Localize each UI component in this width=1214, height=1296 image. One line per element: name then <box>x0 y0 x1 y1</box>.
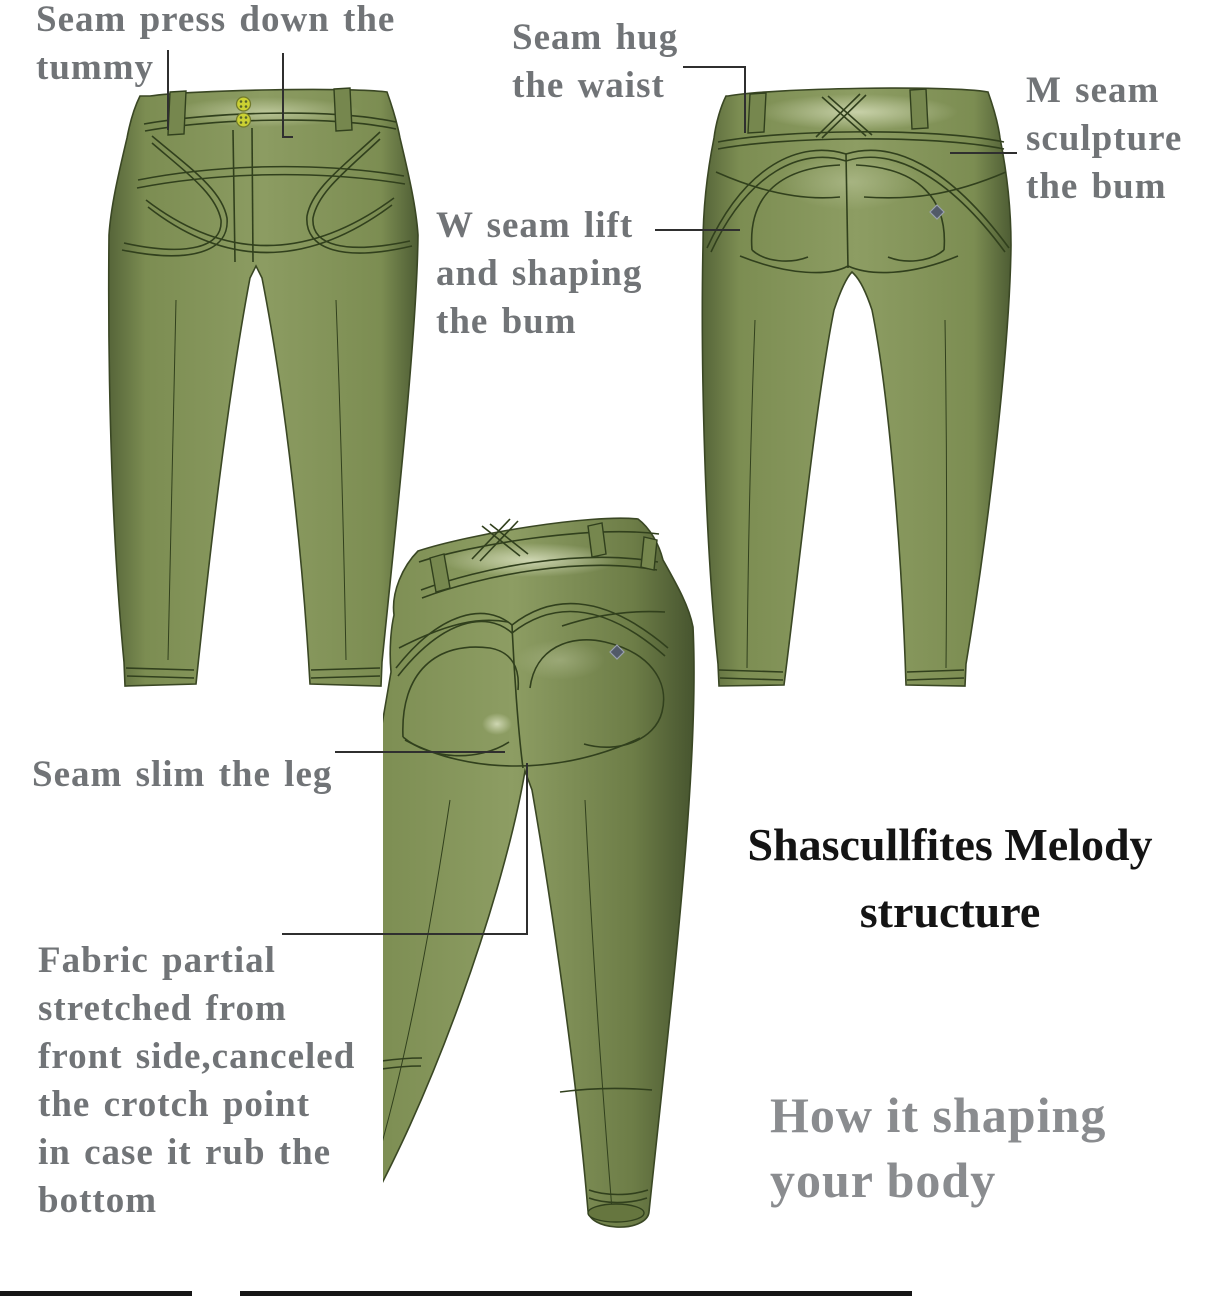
front-waistband-sheen <box>171 97 361 127</box>
annotation-line: M seam <box>1026 70 1160 111</box>
annotation-w-seam <box>436 202 642 346</box>
annotation-line: the bum <box>1026 166 1167 207</box>
annotation-fabric-stretch <box>38 937 355 1225</box>
annotation-line: and shaping <box>436 253 643 294</box>
annotation-line: the crotch point <box>38 1084 311 1125</box>
pants-back-angled-view-illustration <box>383 508 703 1253</box>
annotation-line: Seam hug <box>512 17 679 58</box>
annotation-line: the bum <box>436 301 577 342</box>
annotation-line: Fabric partial <box>38 940 276 981</box>
annotation-line: Seam press down the <box>36 0 396 40</box>
annotation-line: stretched from <box>38 988 287 1029</box>
annotation-press-tummy <box>36 0 395 92</box>
pants-back-view-illustration <box>700 82 1020 692</box>
shaping-subtitle-line: your body <box>770 1152 997 1208</box>
annotation-m-seam <box>1026 67 1182 211</box>
shaping-subtitle <box>770 1083 1106 1213</box>
product-title-line: Shascullfites Melody <box>747 819 1153 870</box>
back-angled-right-cuff-opening <box>588 1204 644 1222</box>
annotation-line: the waist <box>512 65 665 106</box>
product-title <box>690 811 1210 945</box>
annotation-line: bottom <box>38 1180 158 1221</box>
shaping-subtitle-line: How it shaping <box>770 1087 1107 1143</box>
annotation-slim-leg <box>32 751 332 799</box>
annotation-hug-waist <box>512 14 678 110</box>
pants-front-view-illustration <box>100 82 425 692</box>
annotation-line: tummy <box>36 47 155 88</box>
back-angled-pants-body <box>383 518 694 1249</box>
annotation-line: in case it rub the <box>38 1132 332 1173</box>
bottom-rule-right <box>240 1291 912 1296</box>
annotation-line: front side,canceled <box>38 1036 356 1077</box>
bottom-rule-left <box>0 1291 192 1296</box>
annotation-line: W seam lift <box>436 205 634 246</box>
annotation-line: sculpture <box>1026 118 1183 159</box>
product-title-line: structure <box>859 886 1041 937</box>
back-angled-crotch-highlight <box>482 713 512 735</box>
annotation-line: Seam slim the leg <box>32 754 333 795</box>
